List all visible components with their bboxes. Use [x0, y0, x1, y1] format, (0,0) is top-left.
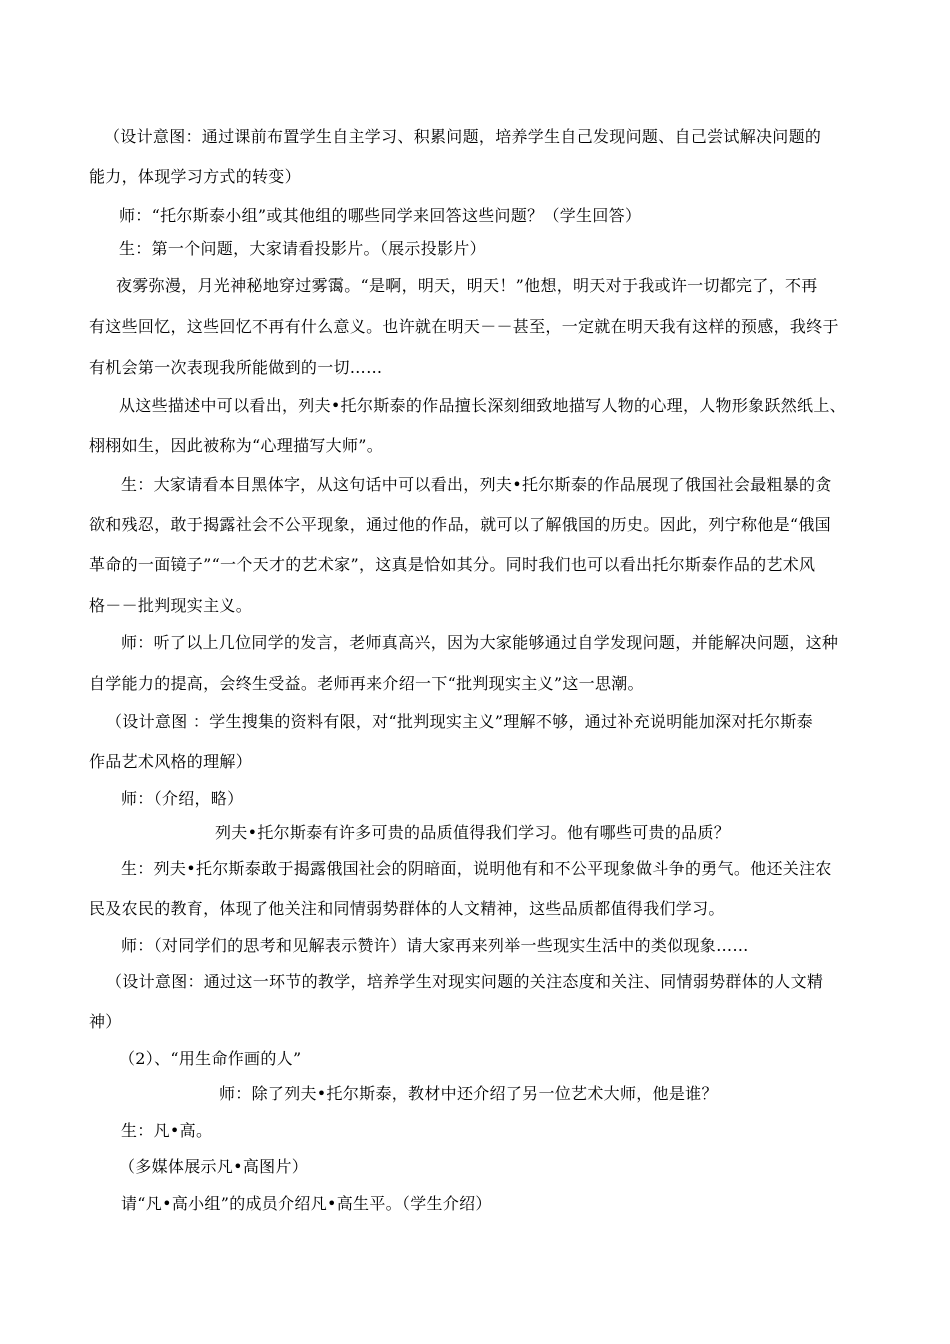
text-line-excerpt-2: 有这些回忆，这些回忆不再有什么意义。也许就在明天－－甚至，一定就在明天我有这样的预感，我终于	[89, 317, 839, 336]
text-line-request: 请“凡•高小组”的成员介绍凡•高生平。（学生介绍）	[121, 1194, 492, 1213]
text-line-teacher-5: 师：除了列夫•托尔斯泰，教材中还介绍了另一位艺术大师，他是谁？	[219, 1084, 718, 1103]
text-line-student-2-cont-1: 欲和残忍，敢于揭露社会不公平现象，通过他的作品，就可以了解俄国的历史。因此，列宁称他是“俄国	[89, 515, 831, 534]
text-line-student-3: 生：列夫•托尔斯泰敢于揭露俄国社会的阴暗面，说明他有和不公平现象做斗争的勇气。他还关注农	[121, 859, 832, 878]
text-line-design-intent-2-cont: 作品艺术风格的理解）	[89, 752, 253, 771]
text-line-student-1: 生：第一个问题，大家请看投影片。（展示投影片）	[119, 239, 486, 258]
text-line-analysis-2: 栩栩如生，因此被称为“心理描写大师”。	[89, 436, 384, 455]
text-line-excerpt-1: 夜雾弥漫，月光神秘地穿过雾霭。“是啊，明天，明天！”他想，明天对于我或许一切都完了，不再	[116, 276, 818, 295]
text-line-excerpt-3: 有机会第一次表现我所能做到的一切……	[89, 358, 383, 377]
text-line-student-4: 生：凡•高。	[121, 1121, 213, 1140]
text-line-student-2-cont-3: 格－－批判现实主义。	[89, 596, 253, 615]
text-line-design-intent-1-cont: 能力，体现学习方式的转变）	[89, 167, 301, 186]
text-line-design-intent-1: （设计意图：通过课前布置学生自主学习、积累问题，培养学生自己发现问题、自己尝试解决问题的	[104, 127, 822, 146]
text-line-question: 列夫•托尔斯泰有许多可贵的品质值得我们学习。他有哪些可贵的品质？	[215, 823, 731, 842]
text-line-design-intent-2: （设计意图 ：学生搜集的资料有限，对“批判现实主义”理解不够，通过补充说明能加深对托尔斯泰	[106, 712, 813, 731]
text-line-teacher-4: 师：（对同学们的思考和见解表示赞许）请大家再来列举一些现实生活中的类似现象……	[121, 936, 749, 955]
text-line-multimedia: （多媒体展示凡•高图片）	[119, 1157, 309, 1176]
text-line-analysis-1: 从这些描述中可以看出，列夫•托尔斯泰的作品擅长深刻细致地描写人物的心理，人物形象跃然纸上、	[119, 396, 846, 415]
text-line-student-3-cont: 民及农民的教育，体现了他关注和同情弱势群体的人文精神，这些品质都值得我们学习。	[89, 899, 725, 918]
section-heading-2: （2）、“用生命作画的人”	[119, 1049, 302, 1068]
text-line-student-2-cont-2: 革命的一面镜子”“一个天才的艺术家”，这真是恰如其分。同时我们也可以看出托尔斯泰作品的艺术风	[89, 555, 816, 574]
text-line-teacher-1: 师：“托尔斯泰小组”或其他组的哪些同学来回答这些问题？（学生回答）	[119, 206, 642, 225]
text-line-design-intent-3: （设计意图：通过这一环节的教学，培养学生对现实问题的关注态度和关注、同情弱势群体的人文精	[106, 972, 824, 991]
text-line-teacher-2: 师：听了以上几位同学的发言，老师真高兴，因为大家能够通过自学发现问题，并能解决问题，这种	[121, 633, 839, 652]
text-line-teacher-3: 师：（介绍，略）	[121, 789, 244, 808]
text-line-design-intent-3-cont: 神）	[89, 1012, 122, 1031]
text-line-student-2: 生：大家请看本目黑体字，从这句话中可以看出，列夫•托尔斯泰的作品展现了俄国社会最粗暴的贪	[121, 475, 832, 494]
text-line-teacher-2-cont: 自学能力的提高，会终生受益。老师再来介绍一下“批判现实主义”这一思潮。	[89, 674, 644, 693]
